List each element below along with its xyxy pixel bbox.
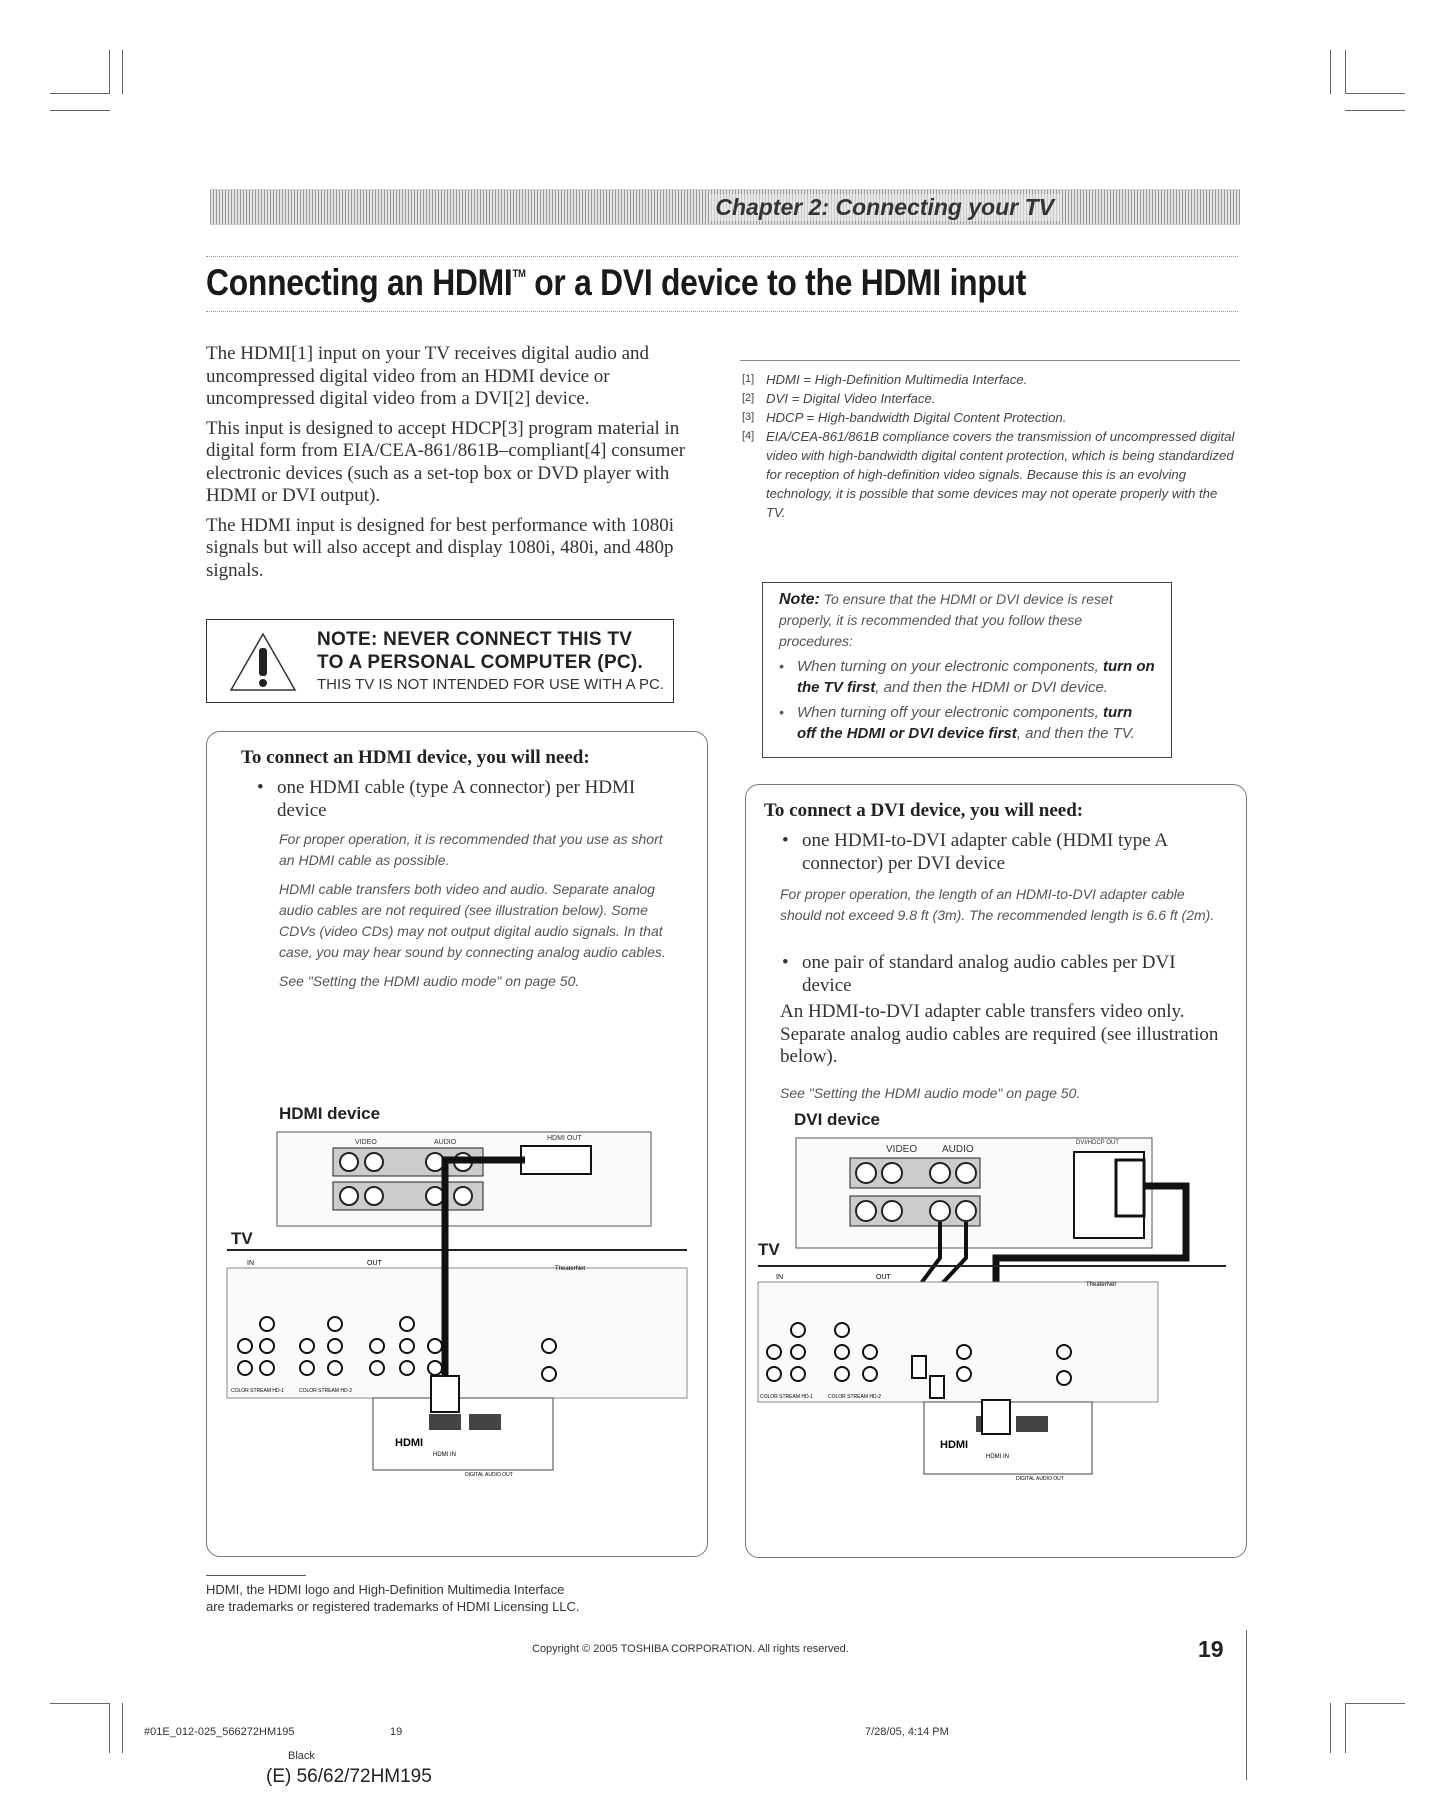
dvi-note: For proper operation, the length of an HDMI-to-DVI adapter cable should not exceed 9.8 ft (3m). The recommended length is 6.6 ft (2m). bbox=[780, 886, 1215, 923]
crop-mark bbox=[109, 1703, 110, 1753]
dvi-requirement: • one HDMI-to-DVI adapter cable (HDMI type A connector) per DVI device bbox=[782, 830, 1168, 874]
hdmi-device-panel bbox=[206, 731, 708, 1557]
video-label: VIDEO bbox=[355, 1139, 377, 1146]
footer-page: 19 bbox=[390, 1726, 403, 1738]
title-rule-bottom bbox=[206, 311, 1238, 312]
hdmi-logo: HDMI bbox=[940, 1439, 969, 1451]
dvi-device-panel bbox=[745, 784, 1247, 1558]
note-box bbox=[762, 582, 1172, 758]
hdmi-out-label: HDMI OUT bbox=[547, 1135, 582, 1142]
hdmi-logo: HDMI bbox=[395, 1437, 424, 1449]
crop-mark bbox=[50, 1703, 110, 1704]
hdmi-in-label: HDMI IN bbox=[433, 1452, 456, 1458]
trademark-rule bbox=[206, 1575, 306, 1576]
warning-subtext: THIS TV IS NOT INTENDED FOR USE WITH A PC. bbox=[317, 676, 664, 693]
dvi-requirement: • one pair of standard analog audio cables per DVI device bbox=[782, 952, 1176, 996]
theaternet-label: TheaterNet bbox=[1086, 1282, 1117, 1288]
in-label: IN bbox=[247, 1260, 254, 1267]
footer-filename: #01E_012-025_566272HM195 bbox=[144, 1726, 295, 1738]
tv-label: TV bbox=[231, 1229, 253, 1248]
footnotes bbox=[742, 370, 1238, 522]
intro-paragraph-3: The HDMI input is designed for best performance with 1080i signals but will also accept and display 1080i, 480i, and 480p signals. bbox=[206, 514, 675, 581]
dvi-device-label: DVI device bbox=[794, 1110, 880, 1129]
footnote-rule bbox=[740, 360, 1240, 361]
color-stream-2-label: COLOR STREAM HD-2 bbox=[299, 1388, 353, 1394]
crop-mark bbox=[1330, 50, 1331, 94]
crop-mark bbox=[109, 50, 110, 94]
dvi-panel-heading: To connect a DVI device, you will need: bbox=[764, 800, 1084, 821]
hdmi-in-label: HDMI IN bbox=[986, 1454, 1009, 1460]
warning-icon bbox=[227, 630, 299, 694]
hdmi-device-label: HDMI device bbox=[279, 1104, 381, 1123]
crop-mark bbox=[1345, 1703, 1346, 1753]
note-intro: Note: To ensure that the HDMI or DVI device is reset properly, it is recommended that you follow these procedures: bbox=[779, 591, 1113, 649]
crop-mark bbox=[122, 1703, 123, 1753]
digital-audio-out-label: DIGITAL AUDIO OUT bbox=[1016, 1476, 1064, 1482]
page-title: Connecting an HDMI™ or a DVI device to the HDMI input bbox=[206, 262, 1027, 303]
crop-mark bbox=[1246, 1630, 1247, 1780]
warning-heading: NOTE: NEVER CONNECT THIS TV TO A PERSONAL COMPUTER (PC). bbox=[317, 629, 644, 673]
note-bullet: • When turning off your electronic components, turn off the HDMI or DVI device first, and then the TV. bbox=[779, 704, 1135, 742]
crop-mark bbox=[1345, 50, 1346, 94]
out-label: OUT bbox=[367, 1260, 382, 1267]
crop-mark bbox=[50, 93, 110, 94]
dvi-hdcp-out-label: DVI/HDCP OUT bbox=[1076, 1140, 1119, 1146]
color-stream-2-label: COLOR STREAM HD-2 bbox=[828, 1394, 882, 1400]
chapter-header: Chapter 2: Connecting your TV bbox=[709, 194, 1060, 221]
hdmi-note: For proper operation, it is recommended that you use as short an HDMI cable as possible. HDMI cable transfers both video and audio. Separate analog audio cables are not required (see illustration below). Some CDVs (video CDs) may not output digital audio signals. In that case, you may hear sound by connecting analog audio cables. See "Setting the HDMI audio mode" on page 50. bbox=[279, 831, 666, 989]
color-stream-1-label: COLOR STREAM HD-1 bbox=[760, 1394, 814, 1400]
out-label: OUT bbox=[876, 1274, 891, 1281]
footnote: [3] HDCP = High-bandwidth Digital Content Protection. bbox=[742, 410, 1067, 425]
chapter-header-bar bbox=[210, 189, 1240, 225]
crop-mark bbox=[1345, 93, 1405, 94]
crop-mark bbox=[1345, 1703, 1405, 1704]
footer-date: 7/28/05, 4:14 PM bbox=[865, 1726, 949, 1738]
footnote: [4] EIA/CEA-861/861B compliance covers the transmission of uncompressed digital video with high-bandwidth digital content protection, which is being standardized for reception of high-definition video signals. Because this is an evolving technology, it is possible that some devices may not operate properly with the TV. bbox=[742, 429, 1235, 520]
hdmi-panel-heading: To connect an HDMI device, you will need: bbox=[241, 747, 590, 768]
footnote: [2] DVI = Digital Video Interface. bbox=[742, 391, 936, 406]
page-number: 19 bbox=[1198, 1636, 1224, 1662]
hdmi-requirement: • one HDMI cable (type A connector) per HDMI device bbox=[257, 777, 636, 821]
in-label: IN bbox=[776, 1274, 783, 1281]
crop-mark bbox=[1330, 1703, 1331, 1753]
footer-color: Black bbox=[288, 1750, 315, 1762]
crop-mark bbox=[1345, 110, 1405, 111]
audio-label: AUDIO bbox=[434, 1139, 457, 1146]
hdmi-connection-diagram bbox=[207, 1124, 707, 1544]
intro-paragraph-1: The HDMI[1] input on your TV receives digital audio and uncompressed digital video from an HDMI device or uncompressed digital video from a DVI[2] device. bbox=[206, 343, 650, 409]
video-label: VIDEO bbox=[886, 1144, 918, 1155]
crop-mark bbox=[50, 110, 110, 111]
intro-paragraph-2: This input is designed to accept HDCP[3] program material in digital form from EIA/CEA-861/861B–compliant[4] consumer electronic devices (such as a set-top box or DVD player with HDMI or DVI output). bbox=[206, 417, 686, 506]
title-rule-top bbox=[206, 256, 1238, 257]
footnote: [1] HDMI = High-Definition Multimedia Interface. bbox=[742, 372, 1028, 387]
dvi-paragraph: An HDMI-to-DVI adapter cable transfers video only. Separate analog audio cables are required (see illustration below). bbox=[780, 1001, 1219, 1067]
color-stream-1-label: COLOR STREAM HD-1 bbox=[231, 1388, 285, 1394]
copyright: Copyright © 2005 TOSHIBA CORPORATION. All rights reserved. bbox=[532, 1643, 849, 1655]
intro-text bbox=[206, 343, 692, 589]
audio-label: AUDIO bbox=[942, 1144, 974, 1155]
theaternet-label: TheaterNet bbox=[555, 1266, 586, 1272]
tv-label: TV bbox=[758, 1240, 780, 1259]
warning-box bbox=[206, 619, 674, 703]
trademark-notice: HDMI, the HDMI logo and High-Definition Multimedia Interface are trademarks or registered trademarks of HDMI Licensing LLC. bbox=[206, 1582, 580, 1614]
dvi-see-also: See "Setting the HDMI audio mode" on page 50. bbox=[780, 1085, 1081, 1101]
note-bullet: • When turning on your electronic components, turn on the TV first, and then the HDMI or DVI device. bbox=[779, 658, 1155, 696]
dvi-connection-diagram bbox=[746, 1130, 1246, 1550]
crop-mark bbox=[122, 50, 123, 94]
digital-audio-out-label: DIGITAL AUDIO OUT bbox=[465, 1472, 513, 1478]
footer-model: (E) 56/62/72HM195 bbox=[266, 1766, 432, 1787]
